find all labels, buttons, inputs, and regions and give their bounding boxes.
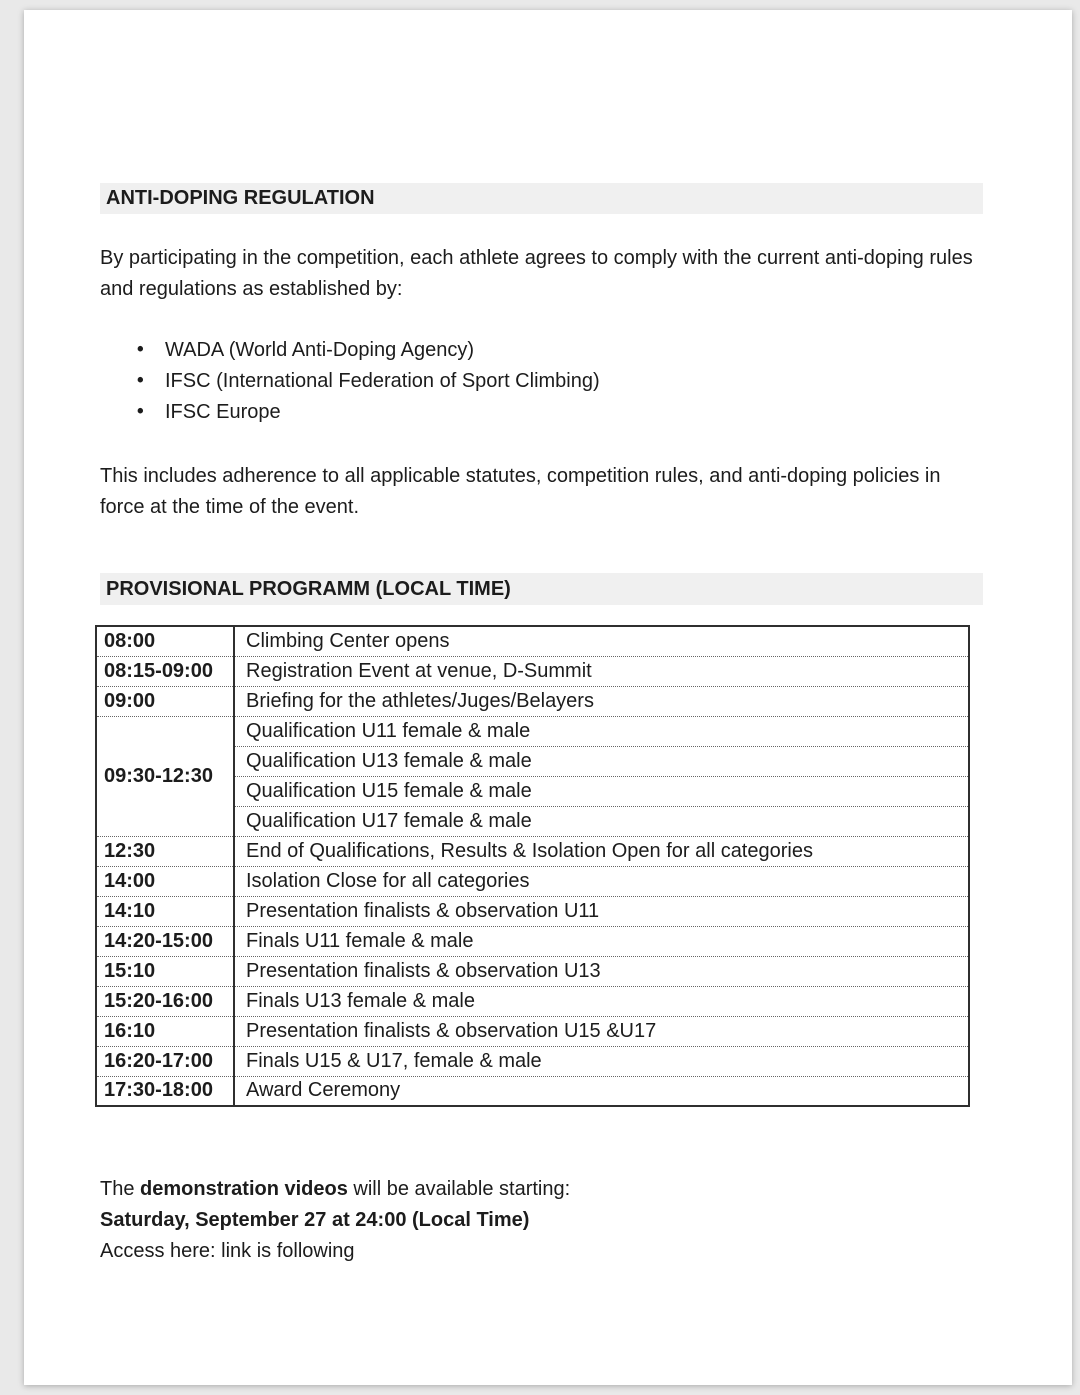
schedule-row [96, 986, 969, 1016]
schedule-time-cell: 12:30 [96, 836, 234, 866]
schedule-row [96, 866, 969, 896]
schedule-row [96, 1016, 969, 1046]
schedule-event-cell: Presentation finalists & observation U15 &U17 [234, 1016, 969, 1046]
schedule-time-cell: 09:30-12:30 [96, 716, 234, 836]
footer-note [100, 1174, 983, 1267]
antidoping-intro-paragraph: By participating in the competition, each athlete agrees to comply with the current anti-doping rules and regulations as established by: [100, 247, 973, 300]
schedule-time-cell: 08:00 [96, 626, 234, 656]
schedule-time-cell: 14:20-15:00 [96, 926, 234, 956]
footer-line1-suffix: will be available starting: [347, 1178, 571, 1200]
bullet-item: • WADA (World Anti-Doping Agency) [100, 335, 983, 366]
schedule-event-cell: Registration Event at venue, D-Summit [234, 656, 969, 686]
schedule-row [96, 836, 969, 866]
programm-heading-text: PROVISIONAL PROGRAMM (LOCAL TIME) [106, 578, 511, 600]
antidoping-bullet-list [100, 335, 983, 428]
schedule-row [96, 1076, 969, 1106]
schedule-time-cell: 17:30-18:00 [96, 1076, 234, 1106]
schedule-row [96, 686, 969, 716]
footer-line1-prefix: The [100, 1178, 141, 1200]
antidoping-outro-paragraph: This includes adherence to all applicable statutes, competition rules, and anti-doping policies in force at the time of the event. [100, 465, 941, 518]
schedule-time-cell: 08:15-09:00 [96, 656, 234, 686]
schedule-event-cell: Briefing for the athletes/Juges/Belayers [234, 686, 969, 716]
schedule-event-cell: Presentation finalists & observation U11 [234, 896, 969, 926]
schedule-time-cell: 15:10 [96, 956, 234, 986]
schedule-event-cell: Finals U11 female & male [234, 926, 969, 956]
schedule-event-cell: Qualification U13 female & male [234, 746, 969, 776]
footer-line-2: Saturday, September 27 at 24:00 (Local Time) [100, 1209, 530, 1231]
schedule-row [96, 716, 969, 746]
schedule-event-cell: Qualification U15 female & male [234, 776, 969, 806]
schedule-time-cell: 15:20-16:00 [96, 986, 234, 1016]
schedule-event-cell: Climbing Center opens [234, 626, 969, 656]
section-heading-antidoping [100, 183, 983, 214]
schedule-time-cell: 14:10 [96, 896, 234, 926]
schedule-row [96, 956, 969, 986]
footer-line-3: Access here: link is following [100, 1240, 355, 1262]
schedule-event-cell: Presentation finalists & observation U13 [234, 956, 969, 986]
schedule-table [95, 625, 970, 1107]
schedule-row [96, 926, 969, 956]
schedule-time-cell: 16:10 [96, 1016, 234, 1046]
schedule-event-cell: Finals U13 female & male [234, 986, 969, 1016]
schedule-row [96, 896, 969, 926]
schedule-event-cell: End of Qualifications, Results & Isolation Open for all categories [234, 836, 969, 866]
page-content [24, 10, 1072, 1267]
bullet-item: • IFSC Europe [100, 397, 983, 428]
bullet-item: • IFSC (International Federation of Sport Climbing) [100, 366, 983, 397]
schedule-time-cell: 09:00 [96, 686, 234, 716]
schedule-event-cell: Award Ceremony [234, 1076, 969, 1106]
footer-line-1 [100, 1174, 983, 1205]
schedule-time-cell: 14:00 [96, 866, 234, 896]
schedule-event-cell: Isolation Close for all categories [234, 866, 969, 896]
section-heading-programm [100, 573, 983, 605]
footer-line1-bold: demonstration videos [140, 1178, 348, 1200]
schedule-row [96, 626, 969, 656]
schedule-time-cell: 16:20-17:00 [96, 1046, 234, 1076]
schedule-event-cell: Finals U15 & U17, female & male [234, 1046, 969, 1076]
schedule-row [96, 656, 969, 686]
schedule-event-cell: Qualification U11 female & male [234, 716, 969, 746]
schedule-row [96, 1046, 969, 1076]
antidoping-heading-text: ANTI-DOPING REGULATION [106, 187, 375, 209]
schedule-event-cell: Qualification U17 female & male [234, 806, 969, 836]
document-page [24, 10, 1072, 1385]
